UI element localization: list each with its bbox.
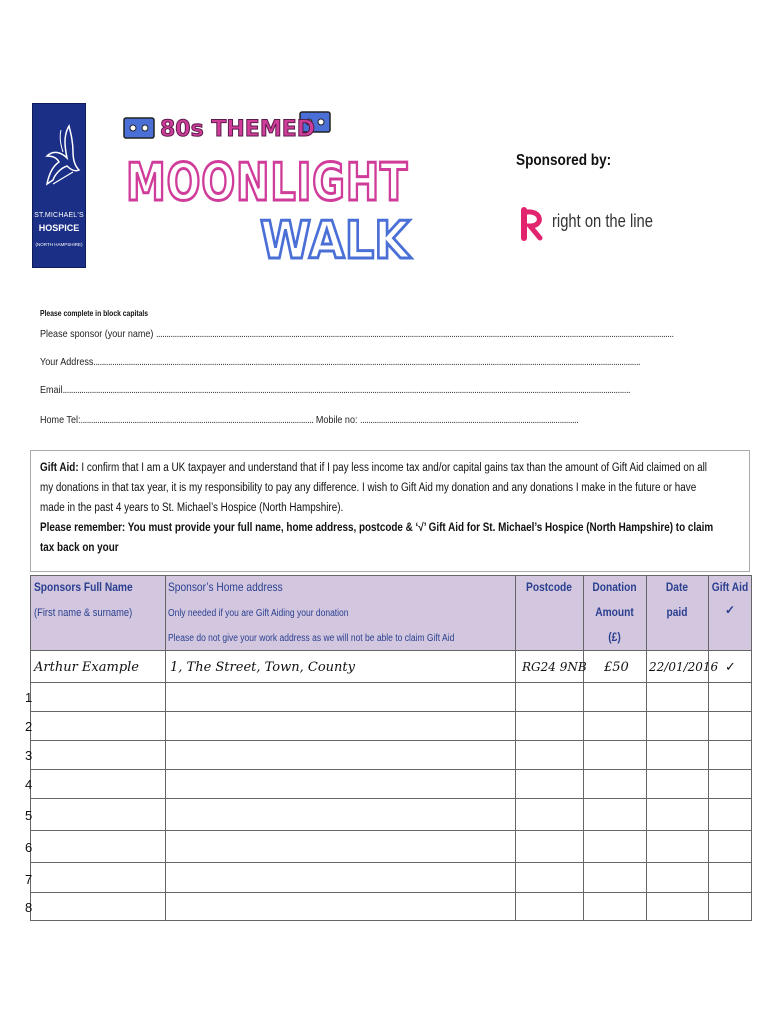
table-row[interactable] — [31, 831, 751, 862]
table-row[interactable] — [31, 863, 751, 892]
col-name-header: Sponsors Full Name — [34, 580, 133, 594]
col-donation-header-3: (£) — [608, 630, 621, 644]
sponsor-name-field[interactable]: Please sponsor (your name) ......................................................................................................................................................................................................................................................... — [40, 328, 674, 340]
col-address-note2: Please do not give your work address as we will not be able to claim Gift Aid — [168, 633, 455, 644]
event-top-text: 80s THEMED — [160, 117, 315, 142]
sponsor-name: right on the line — [552, 211, 653, 231]
mobile-label: Mobile no: — [313, 414, 361, 426]
table-row[interactable] — [31, 712, 751, 740]
col-date-header-1: Date — [665, 580, 689, 594]
row-number: 6 — [25, 840, 33, 855]
row-number: 5 — [25, 808, 33, 823]
col-giftaid-tick: ✓ — [724, 603, 736, 617]
home-tel-label: Home Tel: — [40, 414, 81, 426]
hospice-logo — [32, 103, 86, 268]
phone-fields[interactable]: Home Tel:................................................................................................................ Mobile no: ......................................................................................................... — [40, 414, 579, 426]
example-postcode: RG24 9NB — [522, 660, 587, 674]
row-number: 1 — [25, 690, 33, 705]
gift-aid-lead: Gift Aid: — [40, 462, 79, 474]
row-number: 7 — [25, 872, 33, 887]
table-row[interactable] — [31, 683, 751, 711]
table-row[interactable] — [31, 799, 751, 830]
table-line — [30, 920, 752, 921]
logo-line1: ST.MICHAEL'S — [34, 212, 84, 219]
email-label: Email — [40, 384, 63, 396]
sponsored-by-heading: Sponsored by: — [516, 152, 612, 169]
logo-line2: HOSPICE — [38, 223, 80, 233]
gift-aid-text: I confirm that I am a UK taxpayer and understand that if I pay less income tax and/or capital gains tax than the amount of Gift Aid claimed on all my donations in that tax year, it is my responsibility to pay any difference. I wish to Gift Aid my donation and any donations I make in the future or have made in the past 4 years to St. Michael’s Hospice (North Hampshire). — [40, 462, 707, 514]
gift-aid-remember: Please remember: You must provide your full name, home address, postcode & ‘√’ Gift Aid for St. Michael’s Hospice (North Hampshire) to claim tax back on your — [40, 522, 714, 554]
col-donation-header-1: Donation — [592, 580, 637, 594]
cassette-icon — [124, 118, 154, 138]
col-date-header-2: paid — [666, 605, 688, 619]
event-title-graphic — [120, 108, 420, 278]
row-number: 3 — [25, 748, 33, 763]
logo-line3: (NORTH HAMPSHIRE) — [35, 242, 83, 247]
table-row[interactable] — [31, 741, 751, 769]
block-capitals-note: Please complete in block capitals — [40, 309, 149, 318]
col-address-note1: Only needed if you are Gift Aiding your donation — [168, 608, 349, 619]
table-line — [30, 575, 752, 576]
col-address-header: Sponsor’s Home address — [168, 580, 283, 594]
sponsor-name-label: Please sponsor (your name) — [40, 328, 156, 340]
email-field[interactable]: Email................................................................................................................................................................................................................................................................................. — [40, 384, 631, 396]
row-number: 4 — [25, 777, 33, 792]
table-row[interactable] — [31, 893, 751, 920]
gift-aid-declaration — [40, 458, 719, 558]
event-line2: WALK — [260, 211, 412, 271]
example-address: 1, The Street, Town, County — [170, 660, 355, 675]
table-row[interactable] — [31, 770, 751, 798]
col-giftaid-header: Gift Aid — [711, 580, 749, 594]
example-name: Arthur Example — [34, 660, 139, 675]
address-field[interactable]: Your Address....................................................................................................................................................................................................................................................................... — [40, 356, 641, 368]
col-name-subheader: (First name & surname) — [34, 607, 133, 619]
event-line1: MOONLIGHT — [126, 153, 408, 213]
example-date: 22/01/2016 — [649, 660, 719, 674]
dove-icon — [39, 122, 81, 194]
row-number: 8 — [25, 900, 33, 915]
right-on-the-line-logo-icon — [520, 206, 546, 242]
col-postcode-header: Postcode — [526, 580, 572, 594]
row-number: 2 — [25, 719, 33, 734]
table-line — [30, 650, 752, 651]
table-col-line — [751, 575, 752, 921]
example-giftaid: ✓ — [725, 660, 736, 675]
example-amount: £50 — [604, 660, 629, 675]
col-donation-header-2: Amount — [595, 605, 634, 619]
address-label: Your Address — [40, 356, 94, 368]
